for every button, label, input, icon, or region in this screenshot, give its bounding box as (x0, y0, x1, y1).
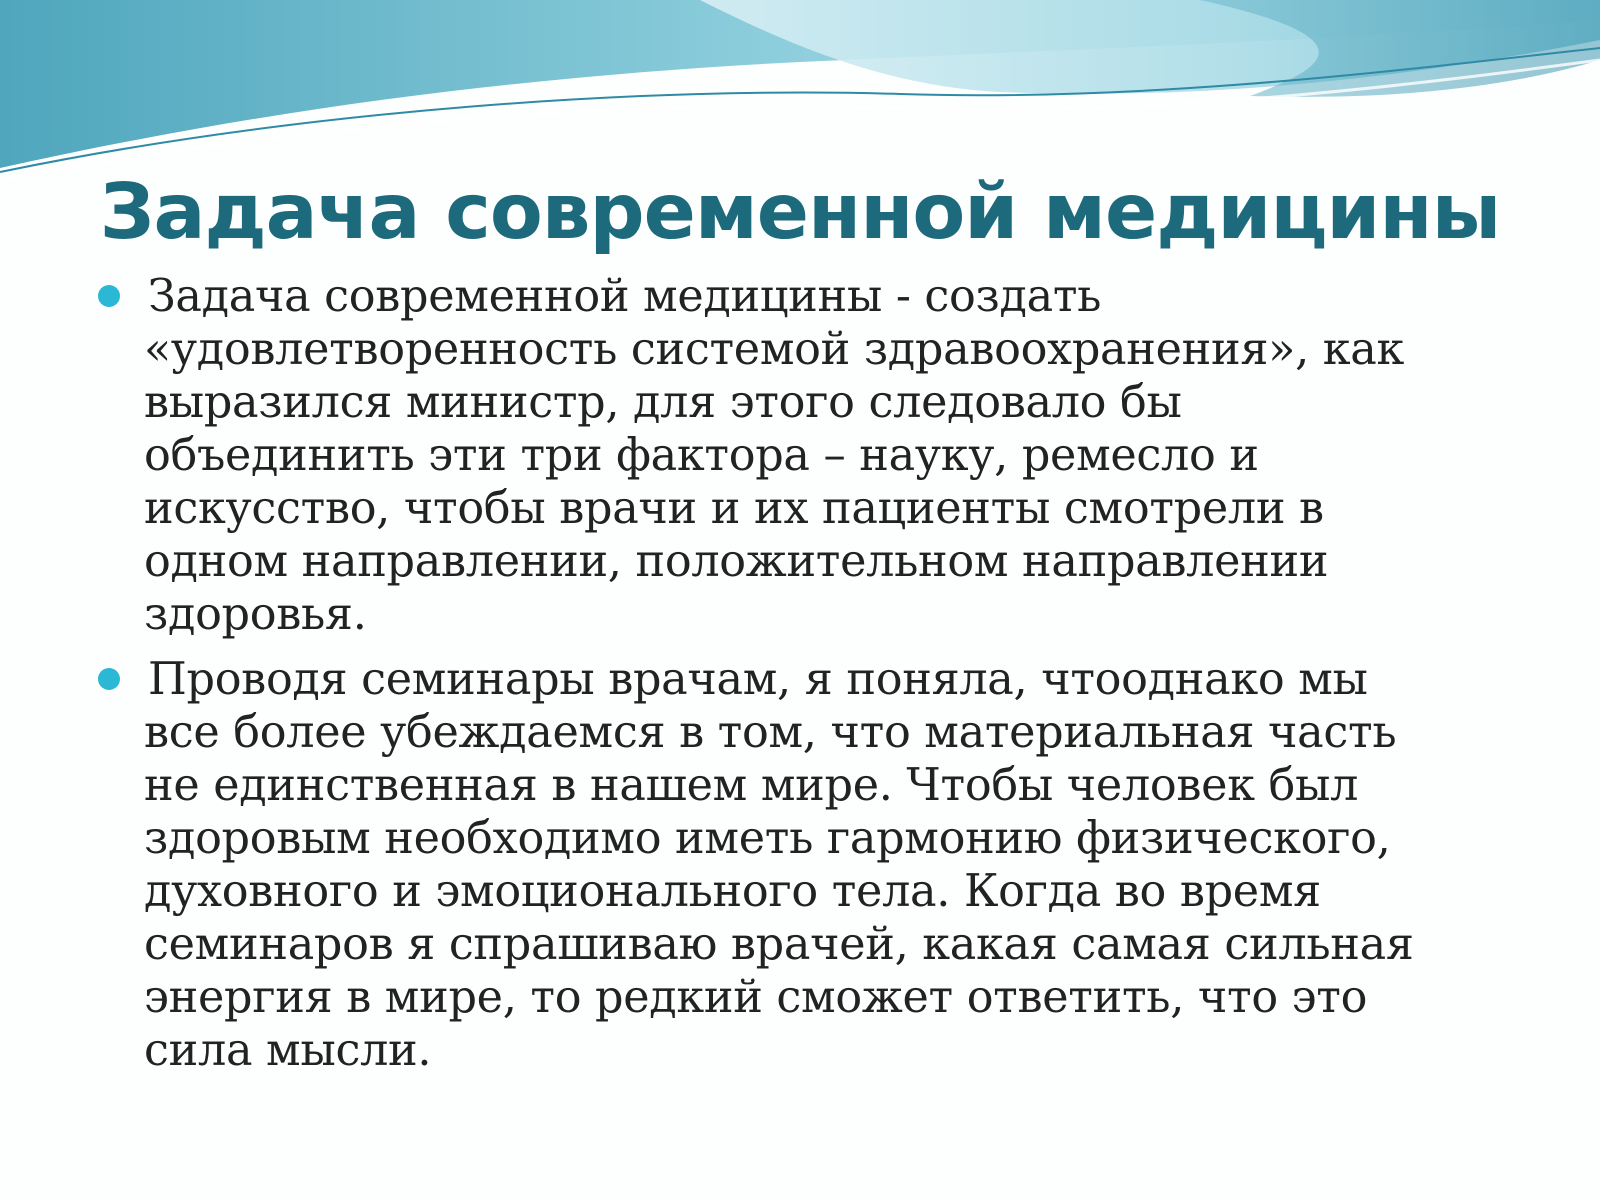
bullet-text (144, 653, 1518, 1077)
bullet-line: Проводя семинары врачам, я поняла, чтооднако мы (148, 654, 1368, 705)
bullet-line: сила мысли. (144, 1025, 432, 1076)
bullet-item (98, 653, 1518, 1077)
bullet-line: не единственная в нашем мире. Чтобы человек был (144, 760, 1359, 811)
bullet-line: искусство, чтобы врачи и их пациенты смотрели в (144, 483, 1324, 534)
bullet-line: выразился министр, для этого следовало бы (144, 377, 1182, 428)
bullet-line: здоровья. (144, 589, 367, 640)
bullet-line: одном направлении, положительном направлении (144, 536, 1329, 587)
bullet-list (98, 270, 1518, 1089)
bullet-dot-icon (98, 668, 120, 690)
bullet-dot-icon (98, 285, 120, 307)
bullet-text (144, 270, 1518, 641)
bullet-line: Задача современной медицины - создать (148, 271, 1102, 322)
bullet-line: объединить эти три фактора – науку, ремесло и (144, 430, 1259, 481)
bullet-line: семинаров я спрашиваю врачей, какая самая сильная (144, 919, 1414, 970)
bullet-line: духовного и эмоционального тела. Когда во время (144, 866, 1321, 917)
bullet-line: здоровым необходимо иметь гармонию физического, (144, 813, 1391, 864)
bullet-item (98, 270, 1518, 641)
bullet-line: все более убеждаемся в том, что материальная часть (144, 707, 1397, 758)
bullet-line: «удовлетворенность системой здравоохранения», как (144, 324, 1405, 375)
bullet-line: энергия в мире, то редкий сможет ответить, что это (144, 972, 1368, 1023)
slide-title: Задача современной медицины (99, 168, 1501, 257)
